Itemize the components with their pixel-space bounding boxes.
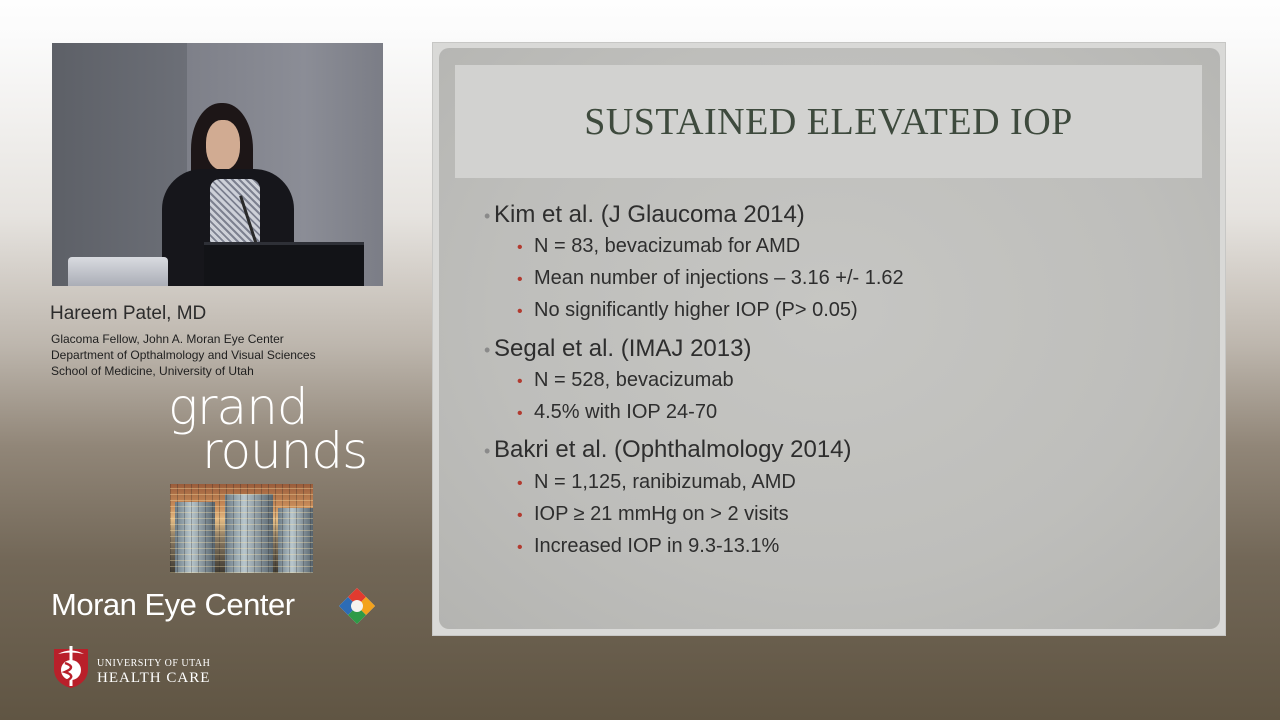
laptop — [68, 257, 168, 286]
speaker-name: Hareem Patel, MD — [50, 303, 207, 324]
podium — [204, 242, 364, 286]
bullet-bakri — [484, 436, 852, 464]
bullet-kim — [484, 201, 805, 229]
speaker-department-line: Department of Opthalmology and Visual Sciences — [51, 348, 316, 362]
sub-bullet — [517, 471, 796, 494]
slide-bullet-list — [439, 48, 1220, 629]
sub-bullet-dot-icon: • — [517, 303, 523, 320]
sub-bullet-dot-icon: • — [517, 539, 523, 556]
sub-bullet — [517, 235, 801, 258]
presentation-slide — [432, 42, 1226, 636]
bullet-text: Kim et al. (J Glaucoma 2014) — [494, 201, 805, 228]
sub-bullet-dot-icon: • — [517, 405, 523, 422]
sub-bullet-dot-icon: • — [517, 271, 523, 288]
slide-content — [439, 48, 1220, 629]
moran-diamond-logo-icon — [337, 586, 377, 626]
bullet-segal — [484, 335, 752, 363]
slide-title: SUSTAINED ELEVATED IOP — [584, 100, 1073, 143]
sub-bullet-text: 4.5% with IOP 24-70 — [534, 401, 718, 423]
speaker-face — [206, 120, 240, 170]
building-windows — [170, 484, 313, 573]
sub-bullet-text: No significantly higher IOP (P> 0.05) — [534, 299, 858, 321]
sub-bullet — [517, 503, 789, 526]
bullet-text: Segal et al. (IMAJ 2013) — [494, 335, 752, 362]
sub-bullet-text: IOP ≥ 21 mmHg on > 2 visits — [534, 503, 789, 525]
sub-bullet-dot-icon: • — [517, 239, 523, 256]
bullet-text: Bakri et al. (Ophthalmology 2014) — [494, 436, 852, 463]
speaker-school-line: School of Medicine, University of Utah — [51, 364, 254, 378]
sub-bullet-text: N = 1,125, ranibizumab, AMD — [534, 471, 796, 493]
logo-center — [351, 600, 363, 612]
health-care-name: HEALTH CARE — [97, 670, 211, 686]
university-name: UNIVERSITY OF UTAH — [97, 658, 211, 669]
bullet-dot-icon: • — [484, 206, 491, 226]
sub-bullet-text: N = 528, bevacizumab — [534, 369, 734, 391]
sub-bullet-text: N = 83, bevacizumab for AMD — [534, 235, 801, 257]
bullet-dot-icon: • — [484, 340, 491, 360]
sub-bullet — [517, 369, 734, 392]
university-caduceus-shield-icon — [52, 645, 90, 689]
sub-bullet-text: Increased IOP in 9.3-13.1% — [534, 535, 780, 557]
sub-bullet — [517, 267, 904, 290]
bullet-dot-icon: • — [484, 441, 491, 461]
moran-eye-center-name: Moran Eye Center — [51, 587, 295, 622]
sub-bullet-dot-icon: • — [517, 373, 523, 390]
grand-word: grand — [168, 378, 308, 436]
speaker-title-line: Glacoma Fellow, John A. Moran Eye Center — [51, 332, 284, 346]
sub-bullet — [517, 535, 780, 558]
sub-bullet-dot-icon: • — [517, 475, 523, 492]
grand-rounds-logo — [168, 380, 383, 480]
sub-bullet — [517, 401, 718, 424]
sub-bullet-text: Mean number of injections – 3.16 +/- 1.62 — [534, 267, 904, 289]
building-photo — [170, 484, 313, 573]
rounds-word: rounds — [202, 422, 368, 480]
sub-bullet-dot-icon: • — [517, 507, 523, 524]
sub-bullet — [517, 299, 858, 322]
speaker-video — [52, 43, 383, 286]
